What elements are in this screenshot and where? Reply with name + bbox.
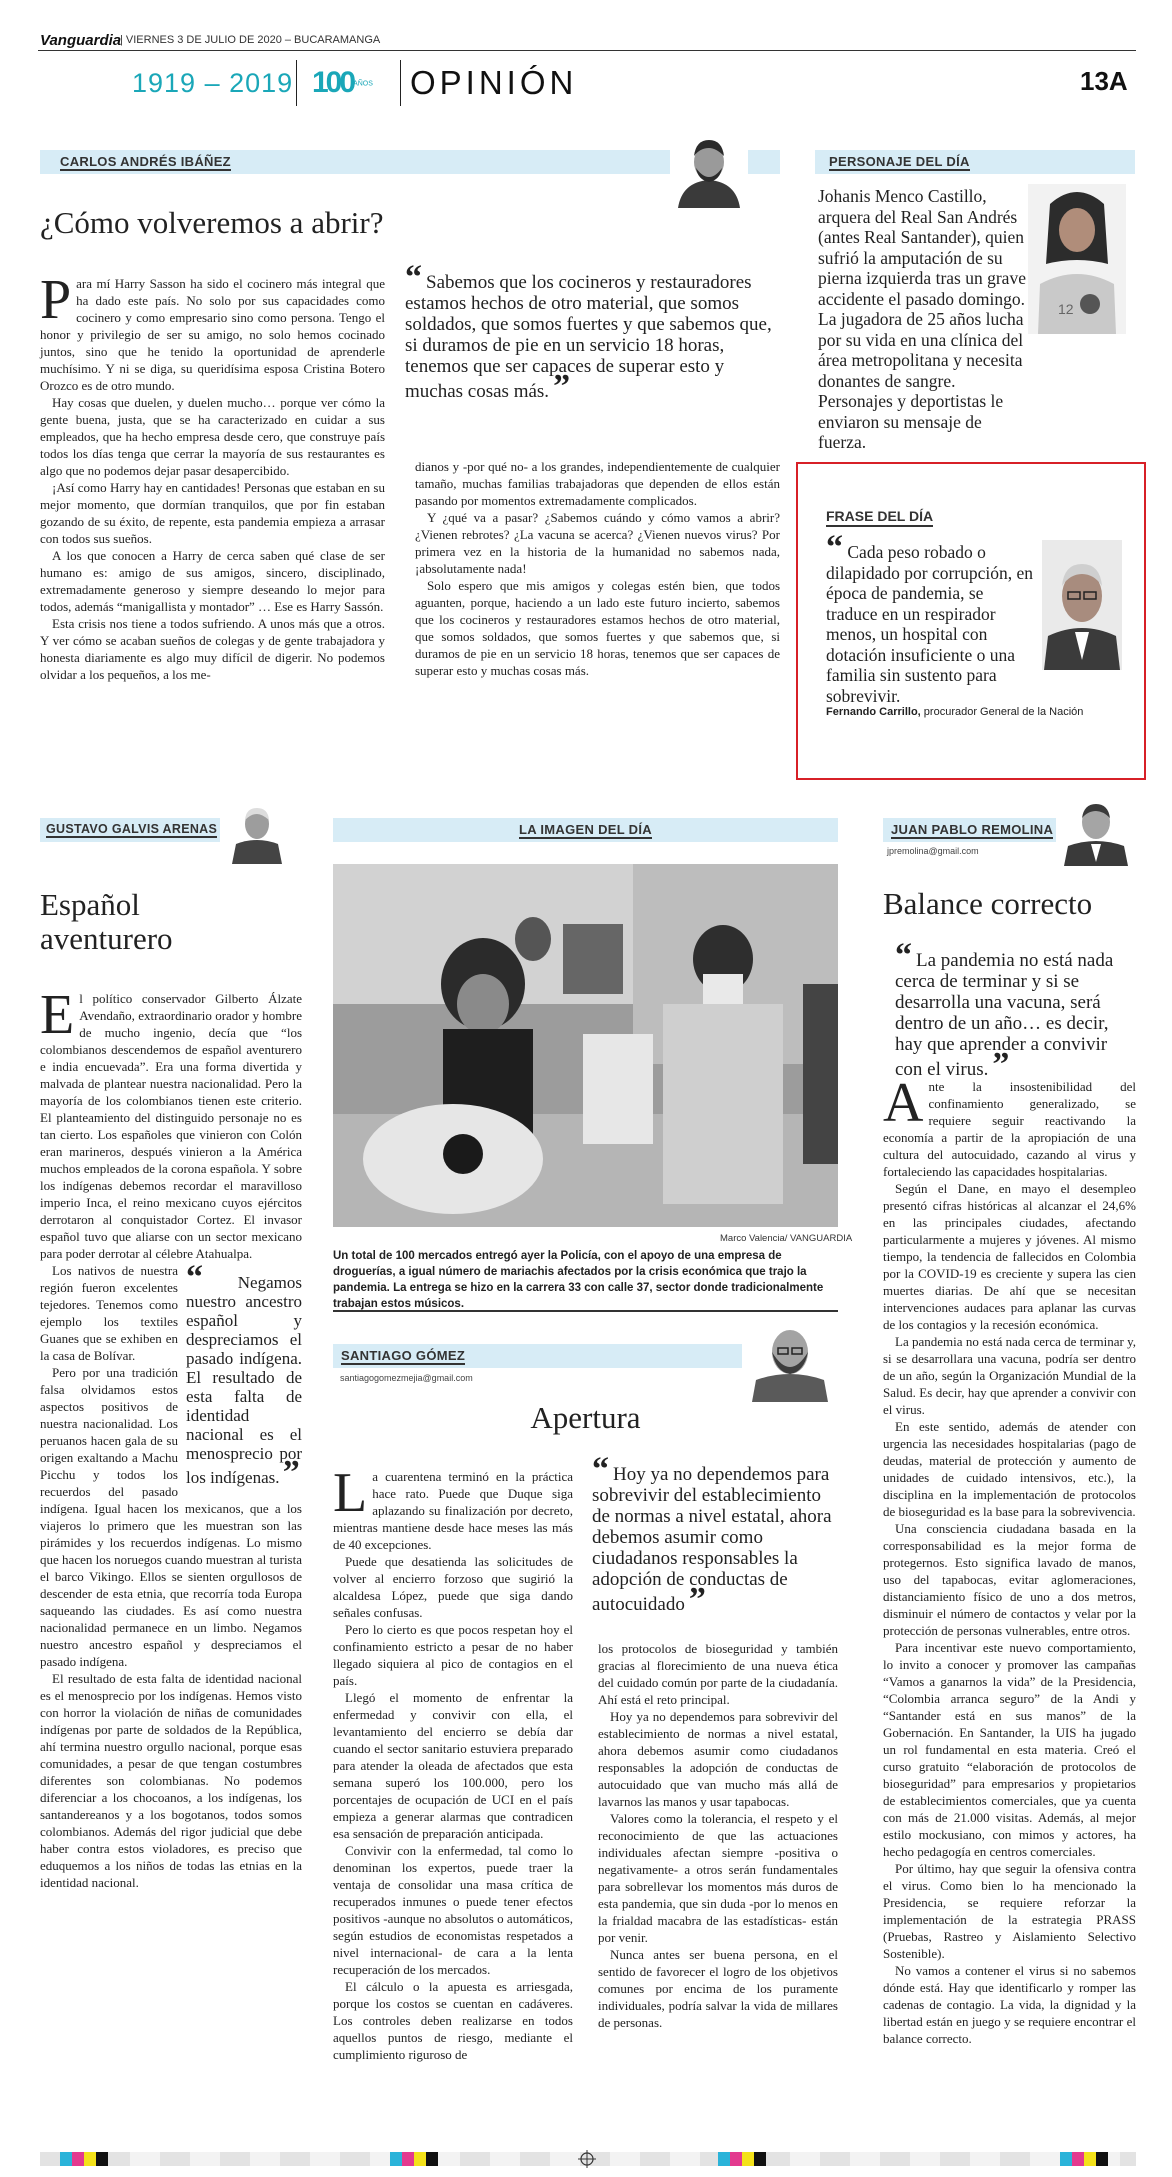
article-body: Para mí Harry Sasson ha sido el cocinero más integral que ha dado este país. No solo por sus capacidades como cocinero y como empresario sino como persona. Tengo el honor y privilegio de ser su amigo, no solo hemos cocinado juntos, sino que he tenido la oportunidad de aprenderle muchísimo. Y ni se diga, su queridísima esposa Cristina Botero Orozco es de otro mundo. Hay cosas que duelen, y duelen mucho… porque ver cómo la gente buena, justa, que se ha caracterizado en cuidar a sus empleados, que ha hecho empresa desde cero, que construye país todos los días tenga que cerrar la mayoría de sus restaurantes es algo que no podemos dejar pasar desapercibido. ¡Así como Harry hay en cantidades! Personas que estaban en su mejor momento, que dormían tranquilos, que por fin estaban gozando de su éxito, de repente, esta pandemia empieza a arrasar con todos sus sueños. A los que conocen a Harry de cerca saben qué clase de ser humano es: amigo de sus amigos, sincero, disciplinado, extremadamente generoso y siempre deseando lo mejor para todos, además “manigallista y montador” … Ese es Harry Sassón. Esta crisis nos tiene a todos sufriendo. A unos más que a otros. Y ver cómo se acaban sueños de colegas y de gente trabajadora y honesta diariamente es algo muy difícil de digerir. No podemos olvidar a los pequeños, a los me- <box>40 269 385 682</box>
divider <box>296 60 297 106</box>
years-label: 1919 – 2019 <box>132 68 294 98</box>
author-bar: GUSTAVO GALVIS ARENAS <box>40 818 220 842</box>
article-body-continued: los protocolos de bioseguridad y también gracias al florecimiento de una nueva ética del cuidado común por parte de la ciudadanía. Ahí está el reto principal. Hoy ya no dependemos para sobrevivir del establecimiento de normas a nivel estatal, ahora debemos asumir como ciudadanos responsables la adopción de conductas de autocuidado que van mucho más allá de lavarnos las manos y usar tapabocas. Valores como la tolerancia, el respeto y el reconocimiento de que las actuaciones individuales afectan siempre -positiva o negativamente- a otros serán fundamentales para sobrellevar los momentos más duros de esta pandemia, que sin duda -por lo menos en la frialdad macabra de las estadísticas- están por venir. Nunca antes ser buena persona, en el sentido de favorecer el logro de los objetivos comunes por encima de los puramente individuales, podría salvar la vida de millares de personas. <box>598 1641 838 2030</box>
article-body: Ante la insostenibilidad del confinamiento generalizado, se requiere seguir reactivando la economía a partir de la apropiación de una cultura del autocuidado, cazando al virus y fortaleciendo las capacidades hospitalarias. Según el Dane, en mayo el desempleo presentó cifras históricas al alcanzar el 24,6% en las principales ciudades, afectando particularmente a mujeres y jóvenes. Al mismo tiempo, la tendencia de fallecidos en Colombia por la COVID-19 es creciente y supera las cien muertes diarias. De ahí que se necesitan intervenciones audaces para aplanar las curvas de los contagios y la recesión económica. La pandemia no está nada cerca de terminar y, si se desarrollara una vacuna, podría ser dentro de un año, según la Organización Mundial de la Salud. Es decir, hay que aprender a convivir con el virus. En este sentido, además de atender con urgencia las necesidades hospitalarias (pago de deudas, material de protección y aumento de unidades de cuidado intensivos, etc.), la disciplina en la implementación de protocolos de bioseguridad es la base para la sobrevivencia. Una consciencia ciudadana basada en la corresponsabilidad es la mejor forma de protegernos. Esto significa lavado de manos, uso del tapabocas, evitar aglomeraciones, distanciamiento físico de uno a dos metros, disminuir el número de contactos y velar por la protección de personas vulnerables, entre otros. Para incentivar este nuevo comportamiento, lo invito a conocer y promover las campañas “Vamos a ganarnos la vida” de la Presidencia, “Colombia arranca seguro” de la Andi y “Santander está en sus manos” de la Gobernación. En Santander, la UIS ha jugado un rol fundamental en esta materia. Creó el curso gratuito “elaboración de protocolos de bioseguridad” para empresarios y propietarios de establecimientos comerciales, que ya cuenta con más de 21.000 visitas. Además, al mejor estilo mockusiano, con mimos y actores, ha hecho pedagogía en centros comerciales. Por último, hay que seguir la ofensiva contra el virus. Como bien lo ha mencionado la Presidencia, se requiere reforzar la implementación de la estrategia PRASS (Pruebas, Rastreo y Aislamiento Selectivo Sostenible). No vamos a contener el virus si no sabemos dónde está. Hay que identificarlo y romper las cadenas de contagio. La vida, la dignidad y la libertad están en juego y se requiere encontrar el balance correcto. <box>883 1072 1136 2046</box>
newspaper-brand: Vanguardia <box>40 32 122 49</box>
close-quote-icon: ” <box>688 1581 706 1618</box>
frase-label: FRASE DEL DÍA <box>826 508 933 527</box>
open-quote-icon: “ <box>592 1451 609 1488</box>
author-bar: SANTIAGO GÓMEZ <box>333 1344 763 1368</box>
drop-cap: E <box>40 984 75 1046</box>
author-portrait <box>670 130 748 208</box>
article-headline: Español aventurero <box>40 887 173 956</box>
article-headline: ¿Cómo volveremos a abrir? <box>40 205 384 240</box>
pull-quote: “ Hoy ya no dependemos para sobrevivir del establecimiento de normas a nivel estatal, ahora debemos asumir como ciudadanos responsables la adopción de conductas de autocuidado ” <box>592 1451 832 1618</box>
article-headline: Apertura <box>530 1400 641 1435</box>
open-quote-icon: “ <box>186 1259 203 1296</box>
personaje-text: Johanis Menco Castillo, arquera del Real San Andrés (antes Real Santander), quien sufrió la amputación de su pierna izquierda tras un grave accidente el pasado domingo. La jugadora de 25 años lucha por su vida en una clínica del área metropolitana y necesita donantes de sangre. Personajes y deportistas le enviaron su mensaje de fuerza. <box>818 186 1026 452</box>
color-swatch <box>60 2152 108 2166</box>
centenary-logo: 100AÑOS <box>312 66 373 99</box>
open-quote-icon: “ <box>826 529 843 566</box>
author-bar: CARLOS ANDRÉS IBÁÑEZ <box>40 150 780 174</box>
close-quote-icon: ” <box>282 1454 300 1491</box>
drop-cap: A <box>883 1072 924 1134</box>
color-swatch <box>718 2152 766 2166</box>
date-line: | VIERNES 3 DE JULIO DE 2020 – BUCARAMANGA <box>120 34 381 46</box>
photo-credit: Marco Valencia/ VANGUARDIA <box>720 1233 853 1244</box>
pull-quote: “ Negamos nuestro ancestro español y despreciamos el pasado indígena. El resultado de esta falta de identidad nacional es el menosprecio por los indígenas. ” <box>186 1259 302 1491</box>
author-email[interactable]: santiagogomezmejia@gmail.com <box>340 1373 473 1383</box>
author-email[interactable]: jpremolina@gmail.com <box>887 846 979 856</box>
open-quote-icon: “ <box>895 937 912 974</box>
frase-portrait <box>1042 540 1122 670</box>
personaje-photo <box>1028 184 1126 334</box>
top-rule <box>38 50 1136 51</box>
divider <box>333 1310 838 1312</box>
author-portrait <box>226 800 288 864</box>
close-quote-icon: ” <box>553 368 571 405</box>
author-bar: JUAN PABLO REMOLINA <box>883 818 1101 842</box>
divider <box>400 60 401 106</box>
personaje-bar: PERSONAJE DEL DÍA <box>815 150 1135 174</box>
drop-cap: L <box>333 1462 368 1524</box>
color-swatch <box>1060 2152 1108 2166</box>
open-quote-icon: “ <box>405 259 422 296</box>
page-number: 13A <box>1080 66 1128 96</box>
author-portrait <box>1056 796 1136 866</box>
close-quote-icon: ” <box>992 1046 1010 1083</box>
frase-quote: “ Cada peso robado o dilapidado por corrupción, en época de pandemia, se traduce en un respirador menos, un hospital con dotación insuficiente o una familia sin sustento para sobrevivir. <box>826 529 1034 706</box>
imagen-bar: LA IMAGEN DEL DÍA <box>333 818 838 842</box>
pull-quote: “ La pandemia no está nada cerca de terminar y si se desarrolla una vacuna, será dentro de un año… es decir, hay que aprender a convivir con el virus. ” <box>895 937 1114 1083</box>
section-title: OPINIÓN <box>410 64 578 101</box>
imagen-photo <box>333 864 838 1227</box>
photo-caption: Un total de 100 mercados entregó ayer la Policía, con el apoyo de una empresa de droguerías, a igual número de mariachis afectados por la crisis económica que trajo la pandemia. La entrega se hizo en la carrera 33 con calle 37, sector donde tradicionalmente trabajan estos músicos. <box>333 1250 824 1310</box>
author-portrait <box>742 1316 838 1402</box>
drop-cap: P <box>40 269 72 331</box>
svg-text:12: 12 <box>1058 301 1074 317</box>
article-body: El político conservador Gilberto Álzate Avendaño, extraordinario orador y hombre de mucho ingenio, decía que “los colombianos descendemos de español aventurero e india encuevada”. Era una forma divertida y malvada de plantear nuestra nacionalidad. Pero la mayoría de los colombianos tienen este criterio. El planteamiento del distinguido personaje no es tan cierto. Los españoles que vinieron con Colón eran marineros, después vinieron a la América muchos empleados de la corona española. Y sobre los indígenas debemos recordar el maravilloso imperio Inca, el reino mexicano cuyos ejércitos derrotaron al conquistador Cortez. El invasor español tuvo que aliarse con un sector mexicano para poder derrotar al célebre Atahualpa. “ Negamos nuestro ancestro español y despreciamos el pasado indígena. El resultado de esta falta de identidad nacional es el menosprecio por los indígenas. ” Los nativos de nuestra región fueron excelentes tejedores. Tenemos como ejemplo los textiles Guanes que se exhiben en la casa de Bolívar. Pero por una tradición falsa olvidamos estos aspectos positivos de nuestra nacionalidad. Los peruanos hacen gala de su origen exaltando a Machu Picchu y todos los recuerdos del pasado indígena. Igual hacen los mexicanos, que a los viajeros lo primero que les muestran son las pirámides y los recuerdos indígenas. Lo mismo que hacen los noruegos cuando muestran al turista el barco Vikingo. Ellos se sienten orgullosos de descender de esta etnia, que recorría toda Europa saqueando las ciudades. Es así como nuestra nacionalidad permanece en un limbo. Negamos nuestro ancestro español y despreciamos el pasado indígena. El resultado de esta falta de identidad nacional es el menosprecio por los indígenas. Hemos visto con horror la violación de niñas de comunidades indígenas por parte de soldados de la República, ahí termina nuestro orgullo nacional, porque esas comunidades, a pesar de que tengan costumbres diferentes son colombianas. No podemos diferenciar a los chocoanos, a los indígenas, los santandereanos y a los bogotanos, todos somos colombianos. Además del rigor judicial que debe haber contra estos violadores, es preciso que eduquemos a los niños de todas las etnias en la identidad nacional. <box>40 984 302 1890</box>
pull-quote: “ Sabemos que los cocineros y restauradores estamos hechos de otro material, que somos soldados, que somos fuertes y que sabemos que, si duramos de pie en un servicio 18 horas, tenemos que ser capaces de superar esto y muchas cosas más. ” <box>405 259 772 405</box>
article-body: La cuarentena terminó en la práctica hace rato. Puede que Duque siga aplazando su finalización por decreto, mientras mantiene desde hace meses las más de 40 excepciones. Puede que desatienda las solicitudes de volver al encierro forzoso que sugirió la alcaldesa López, puede que siga dando señales confusas. Pero lo cierto es que pocos respetan hoy el confinamiento estricto a pesar de no haber llegado siquiera al pico de contagios en el país. Llegó el momento de enfrentar la enfermedad y convivir con ella, el levantamiento del encierro se debía dar cuando el sector sanitario estuviera preparado para atender la oleada de afectados que esta semana superó los 100.000, pero los porcentajes de ocupación de UCI en el país empieza a generar alarmas que contradicen esa sensación de preparación anticipada. Convivir con la enfermedad, tal como lo denominan los expertos, puede traer la ventaja de consolidar una masa crítica de recuperados inmunes o puede tener efectos positivos -aunque no absolutos o automáticos, según estudios de economistas respetados a nivel internacional- de cara a la lenta recuperación de los mercados. El cálculo o la apuesta es arriesgada, porque los costos se cuentan en cadáveres. Los controles deben realizarse en todos aquellos puntos de riesgo, mediante el cumplimiento riguroso de <box>333 1462 573 2062</box>
color-swatch <box>390 2152 438 2166</box>
article-headline: Balance correcto <box>883 886 1093 921</box>
registration-mark-icon <box>578 2150 596 2168</box>
frase-attribution: Fernando Carrillo, procurador General de la Nación <box>826 706 1084 718</box>
article-body-continued: dianos y -por qué no- a los grandes, independientemente de cualquier tamaño, muchas familias trabajadoras que dependen de ellos están pasando por momentos extremadamente complicados. Y ¿qué va a pasar? ¿Sabemos cuándo y cómo vamos a abrir? ¿Vienen rebrotes? ¿La vacuna se acerca? ¿Vienen nuevos virus? Por primera vez en la historia de la humanidad no sabemos nada, ¡absolutamente nada! Solo espero que mis amigos y colegas estén bien, que todos aguanten, porque, haciendo a un lado este futuro incierto, sabemos que los cocineros y restauradores estamos hechos de otro material, que somos soldados, que somos fuertes y que sabemos que, si duramos de pie en un servicio 18 horas, tenemos que ser capaces de superar esto y muchas cosas más. <box>415 459 780 678</box>
